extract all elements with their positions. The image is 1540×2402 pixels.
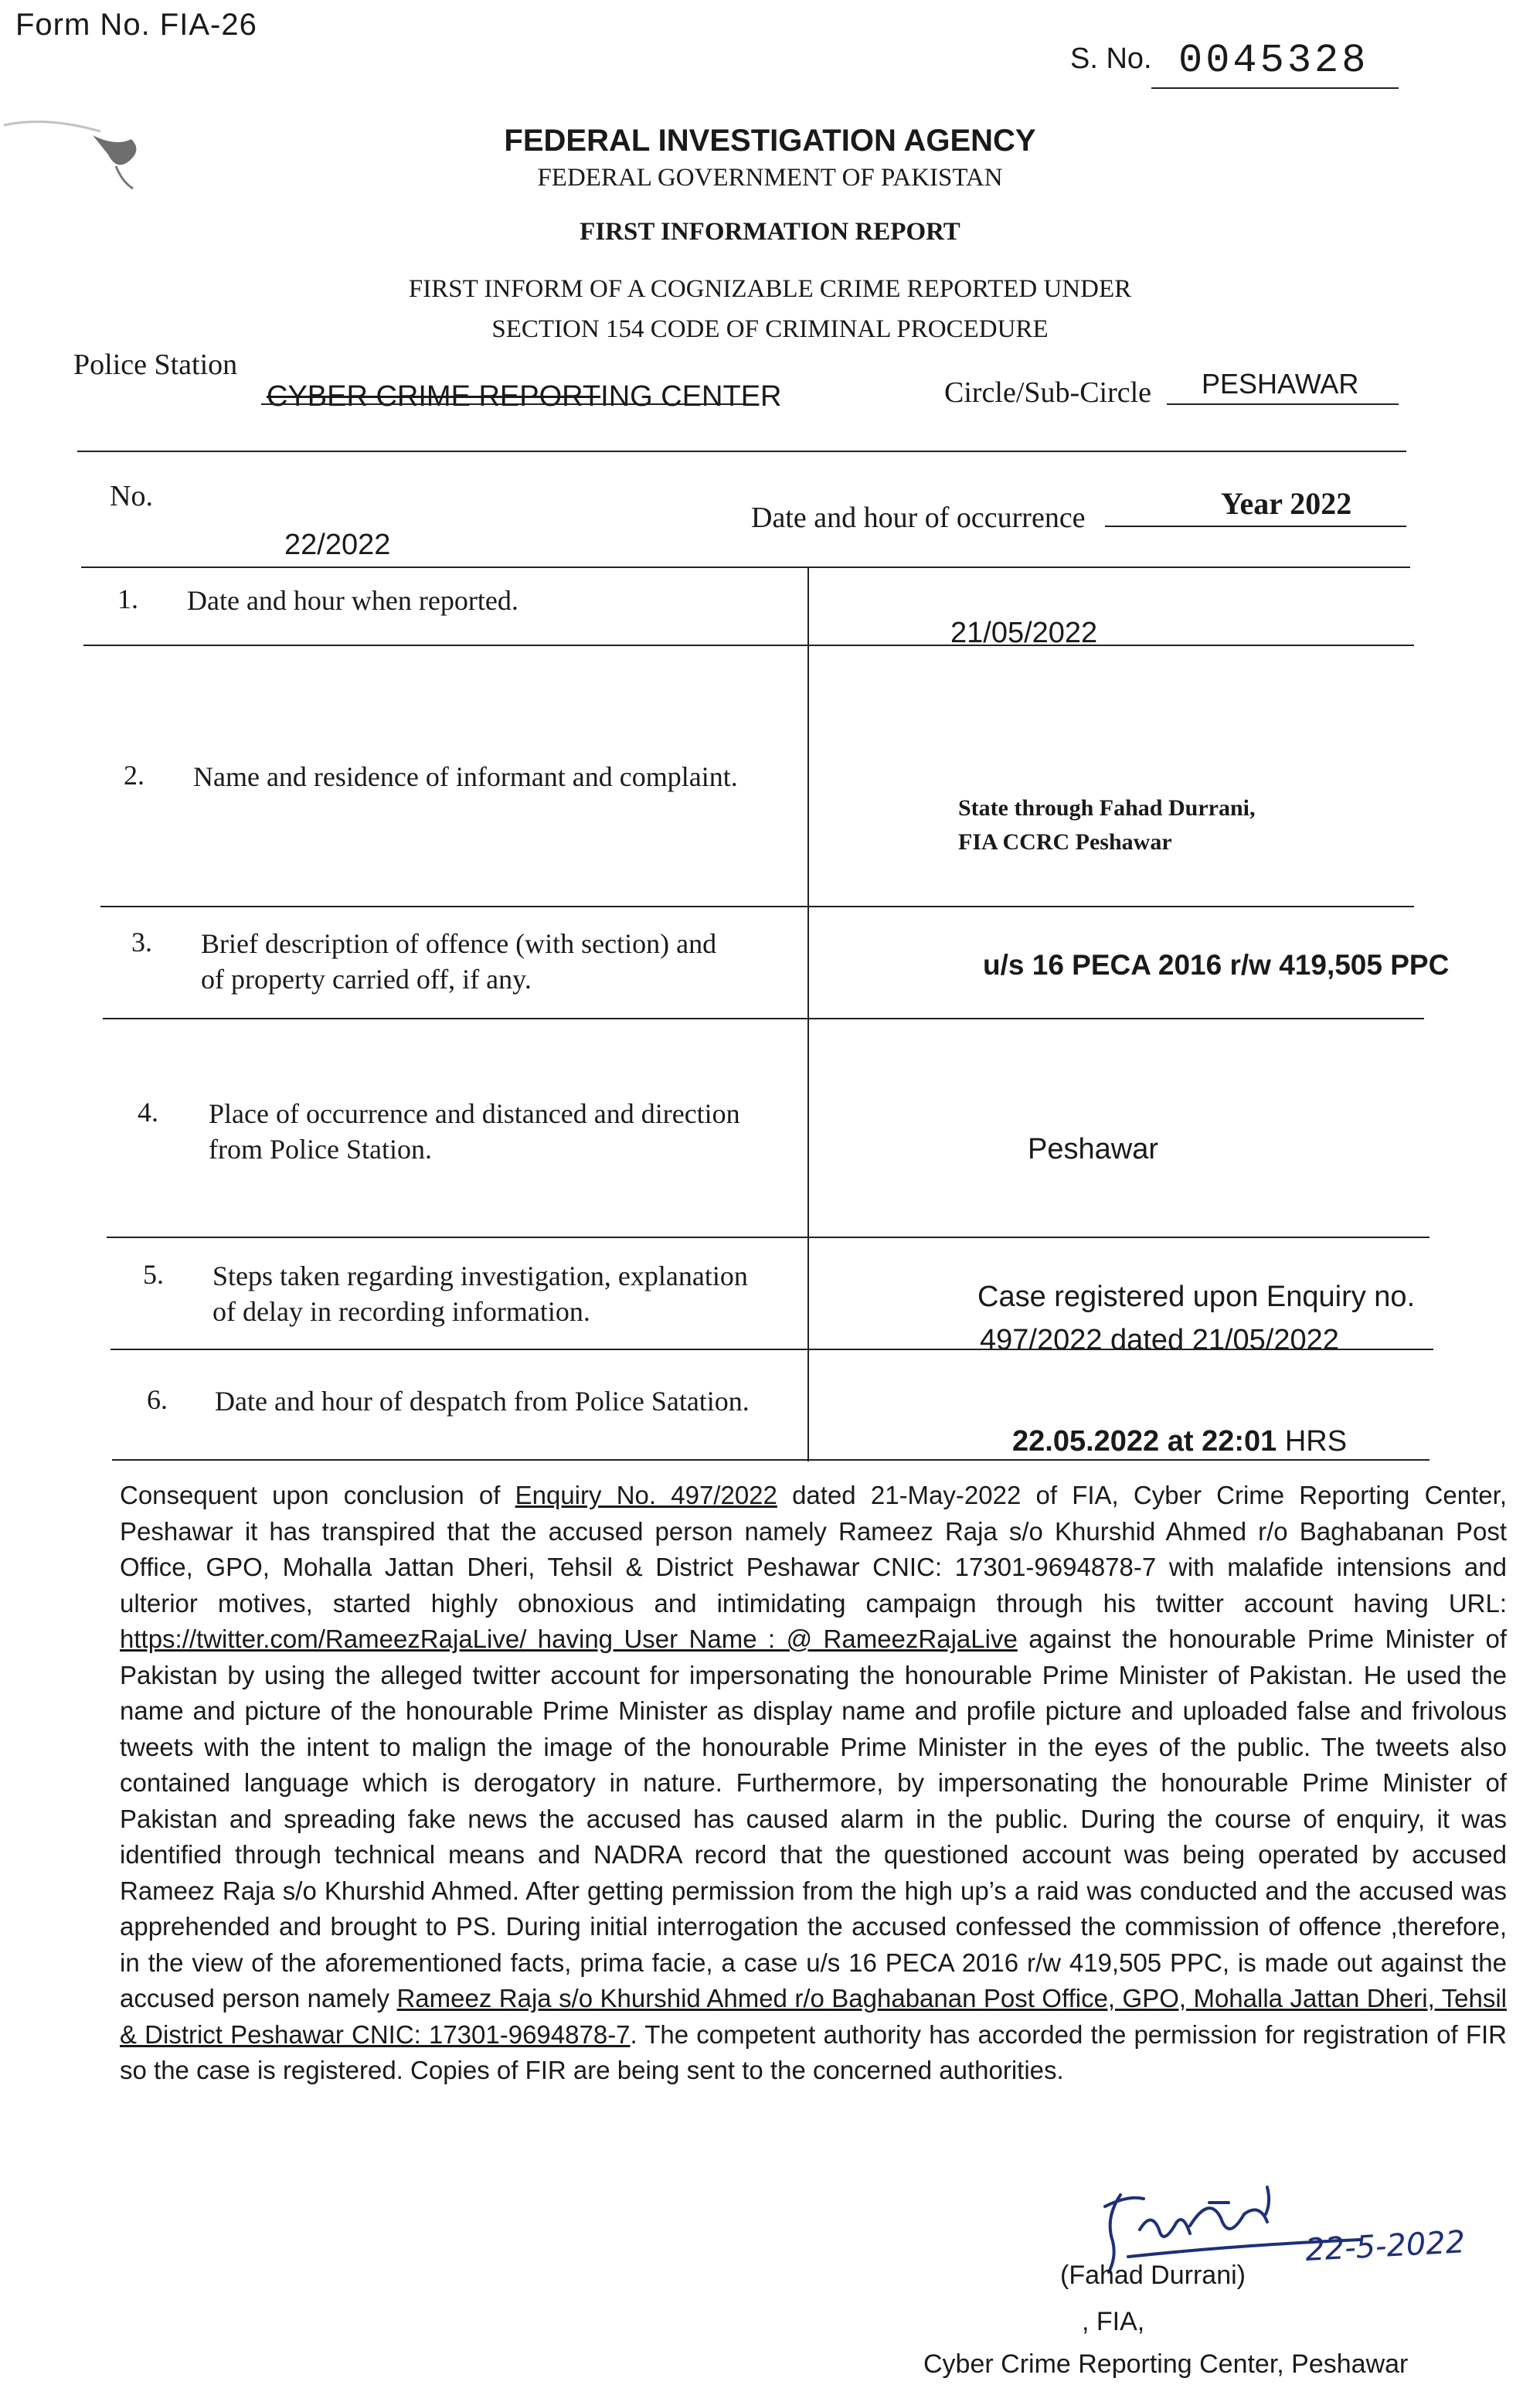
circle-label: Circle/Sub-Circle (944, 376, 1152, 409)
row-4-label (209, 1096, 740, 1167)
signatory-agency: , FIA, (1082, 2307, 1145, 2336)
row-2-value-line-1: State through Fahad Durrani, (958, 795, 1256, 821)
row-6-value-suffix: HRS (1277, 1425, 1348, 1458)
row-2-label: Name and residence of informant and complaint. (193, 761, 738, 792)
body-text-3: against the honourable Prime Minister of Pakistan by using the alleged twitter account for impersonating the honourable Prime Minister of Pakistan. He used the name and picture of the honourable Prime Minister as display name and profile picture and uploaded false and frivolous tweets with the intent to malign the image of the honourable Prime Minister in the eyes of the public. The tweets also contained language which is derogatory in nature. Furthermore, by impersonating the honourable Prime Minister of Pakistan and spreading fake news the accused has caused alarm in the public. During the course of enquiry, it was identified through technical means and NADRA record that the questioned account was being operated by accused Rameez Raja s/o Khurshid Ahmed. After getting permission from the high up’s a raid was conducted and the accused was apprehended and brought to PS. During initial interrogation the accused confessed the commission of offence ,therefore, in the view of the aforementioned facts, prima facie, a case u/s 16 PECA 2016 r/w 419,505 PPC, is made out against the accused person namely (120, 1625, 1507, 2012)
date-occurrence-underline (1105, 526, 1406, 527)
accused-details: Rameez Raja s/o Khurshid Ahmed r/o Baghabanan Post Office, GPO, Mohalla Jattan Dheri, Tehsil & District Peshawar CNIC: 17301-9694878-7 (120, 1984, 1507, 2049)
row-4-number: 4. (138, 1097, 158, 1128)
row-6-value (1012, 1425, 1347, 1458)
case-no-value: 22/2022 (284, 529, 391, 561)
row-3-label (201, 926, 716, 997)
agency-title: FEDERAL INVESTIGATION AGENCY (504, 124, 1036, 158)
subtitle-line-1: FIRST INFORM OF A COGNIZABLE CRIME REPORTED UNDER (408, 275, 1132, 303)
row-line-2 (100, 906, 1414, 907)
row-5-value-line-2: 497/2022 dated 21/05/2022 (980, 1324, 1339, 1356)
row-6-value-datetime: 22.05.2022 at 22:01 (1012, 1425, 1277, 1458)
circle-underline (1167, 403, 1399, 405)
circle-value: PESHAWAR (1202, 368, 1359, 400)
body-text-1: Consequent upon conclusion of (120, 1481, 515, 1509)
row-2-value-line-2: FIA CCRC Peshawar (958, 829, 1172, 855)
signatory-name: (Fahad Durrani) (1060, 2261, 1246, 2290)
row-2-value (958, 791, 1256, 859)
body-text-4: . The competent authority has accorded the permission for registration of FIR so the case is registered. Copies of FIR are being sent to the concerned authorities. (120, 2019, 1507, 2084)
row-1-number: 1. (117, 583, 138, 614)
report-body (120, 1478, 1507, 2089)
serial-label: S. No. (1070, 43, 1152, 75)
signatory-office: Cyber Crime Reporting Center, Peshawar (923, 2349, 1409, 2379)
row-line-3 (103, 1018, 1424, 1019)
case-no-label: No. (110, 480, 153, 512)
body-text-2: dated 21-May-2022 of FIA, Cyber Crime Reporting Center, Peshawar it has transpired that the accused person namely Rameez Raja s/o Khurshid Ahmed r/o Baghabanan Post Office, GPO, Mohalla Jattan Dheri, Tehsil & District Peshawar CNIC: 17301-9694878-7 with malafide intensions and ulterior motives, started highly obnoxious and intimidating campaign through his twitter account having URL: (120, 1481, 1507, 1618)
row-4-label-line-1: Place of occurrence and distanced and direction (209, 1098, 740, 1129)
row-6-number: 6. (147, 1384, 168, 1415)
row-1-label: Date and hour when reported. (187, 585, 518, 616)
row-3-number: 3. (131, 927, 152, 958)
row-line-4 (107, 1237, 1430, 1238)
police-station-struck: CYBER CRIME REPORT (267, 380, 601, 413)
serial-underline (1151, 87, 1399, 89)
divider-line (77, 451, 1406, 452)
row-5-label (212, 1258, 748, 1329)
form-number: Form No. FIA-26 (15, 8, 257, 42)
row-line-1 (83, 645, 1414, 646)
police-station-underline (261, 403, 756, 405)
row-6-label: Date and hour of despatch from Police Satation. (215, 1386, 750, 1417)
serial-number (1070, 38, 1369, 83)
report-subtitle (0, 269, 1540, 349)
handwritten-date: 22-5-2022 (1304, 2224, 1467, 2268)
table-column-divider (807, 566, 809, 1461)
row-5-value-line-1: Case registered upon Enquiry no. (977, 1281, 1416, 1313)
row-1-value: 21/05/2022 (950, 617, 1098, 649)
row-4-label-line-2: from Police Station. (209, 1134, 432, 1165)
row-3-label-line-1: Brief description of offence (with section) and (201, 928, 717, 959)
police-station-value (267, 380, 782, 413)
government-title: FEDERAL GOVERNMENT OF PAKISTAN (537, 164, 1003, 192)
row-4-value: Peshawar (1028, 1133, 1158, 1165)
row-5-value (977, 1275, 1415, 1362)
row-3-value: u/s 16 PECA 2016 r/w 419,505 PPC (983, 949, 1450, 981)
twitter-url: https://twitter.com/RameezRajaLive/ having User Name : @ RameezRajaLive (120, 1625, 1018, 1653)
serial-value: 0045328 (1178, 38, 1369, 83)
row-2-number: 2. (124, 760, 144, 791)
table-top-line (81, 566, 1410, 568)
date-occurrence-value: Year 2022 (1221, 486, 1352, 521)
row-line-6 (112, 1459, 1430, 1461)
report-title: FIRST INFORMATION REPORT (580, 218, 960, 246)
row-3-label-line-2: of property carried off, if any. (201, 964, 532, 995)
police-station-label: Police Station (73, 349, 238, 381)
police-station-rest: ING CENTER (600, 380, 782, 413)
row-5-number: 5. (143, 1259, 164, 1290)
row-5-label-line-1: Steps taken regarding investigation, explanation (212, 1261, 748, 1291)
date-occurrence-label: Date and hour of occurrence (751, 502, 1086, 534)
subtitle-line-2: SECTION 154 CODE OF CRIMINAL PROCEDURE (491, 315, 1049, 343)
row-5-label-line-2: of delay in recording information. (212, 1296, 590, 1327)
enquiry-reference: Enquiry No. 497/2022 (515, 1481, 777, 1509)
